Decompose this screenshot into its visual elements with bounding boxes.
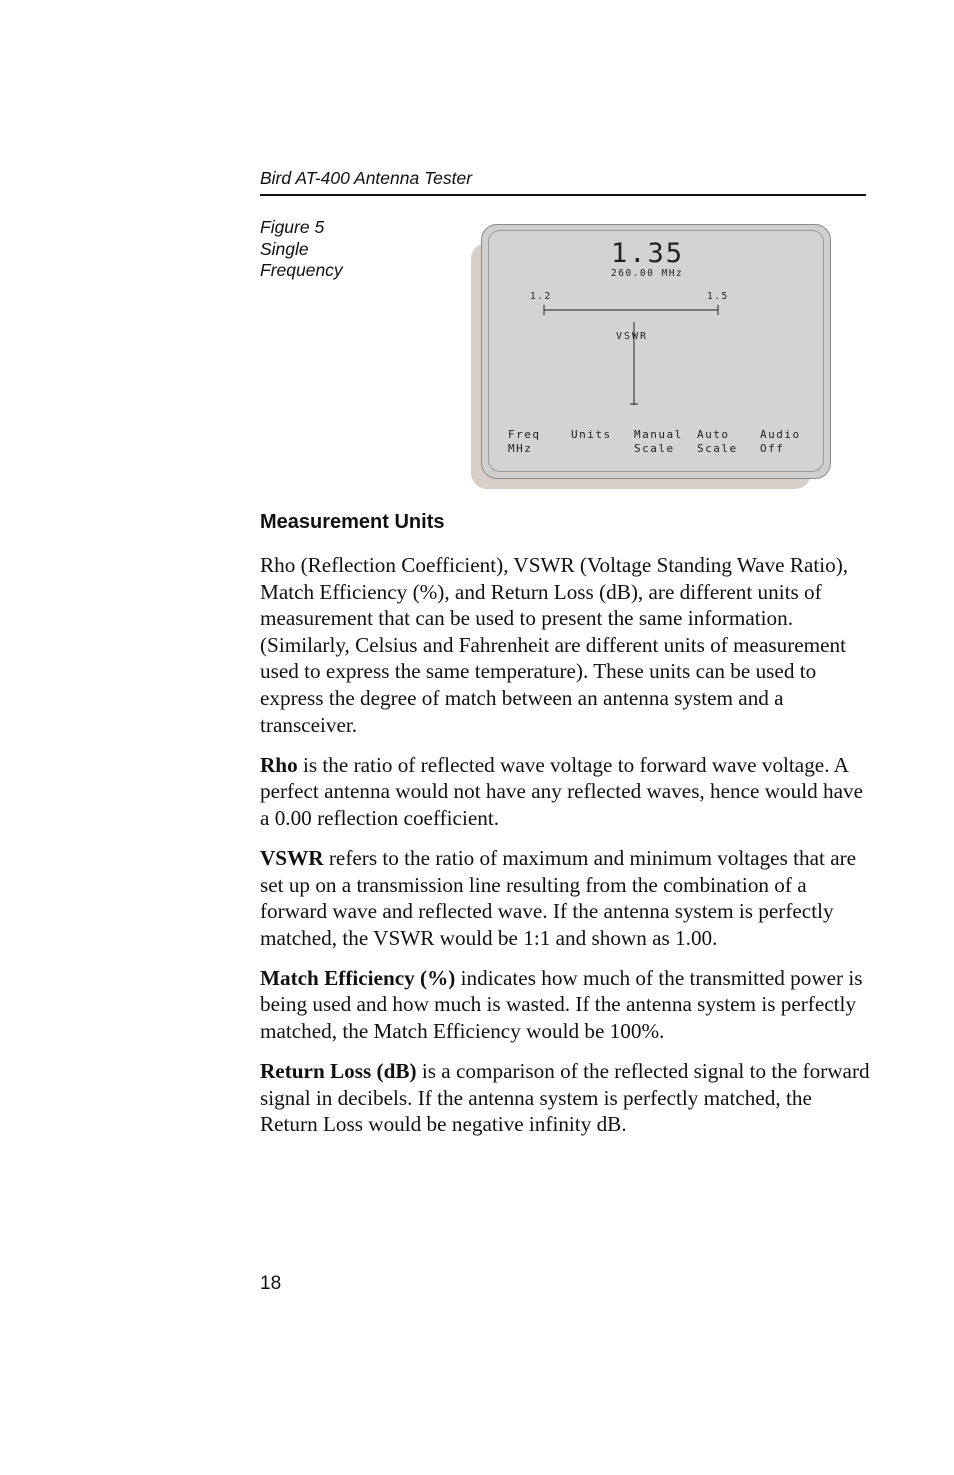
softkey-audio [760, 428, 801, 456]
header-rule [260, 194, 866, 196]
paragraph [260, 1058, 870, 1138]
paragraph [260, 752, 870, 832]
softkey-manual-scale [634, 428, 683, 456]
softkey-freq [508, 428, 541, 456]
term-rho: Rho [260, 752, 298, 777]
lcd-screen [490, 232, 820, 468]
paragraph-text: indicates how much of the transmitted power is being used and how much is wasted. If the antenna system is perfectly matched, the Match Efficiency would be 100%. [260, 965, 863, 1043]
term-match-efficiency: Match Efficiency (%) [260, 965, 456, 990]
softkey-line: Units [571, 428, 612, 441]
softkey-line: Scale [697, 442, 738, 455]
caption-line: Single [260, 238, 309, 259]
measurement-label: VSWR [616, 331, 649, 342]
scale-max-label: 1.5 [707, 291, 729, 302]
scale-min-label: 1.2 [530, 291, 552, 302]
caption-line: Frequency [260, 260, 343, 280]
paragraph-text: Rho (Reflection Coefficient), VSWR (Voltage Standing Wave Ratio), Match Efficiency (%), and Return Loss (dB), are different units of measurement that can be used to present the same information. (Similarly, Celsius and Fahrenheit are different units of measurement used to express the same temperature). These units can be used to express the degree of match between an antenna system and a transceiver. [260, 553, 849, 737]
softkey-line: Audio [760, 428, 801, 441]
paragraph-text: refers to the ratio of maximum and minimum voltages that are set up on a transmission line resulting from the combination of a forward wave and reflected wave. If the antenna system is perfectly matched, the VSWR would be 1:1 and shown as 1.00. [260, 845, 857, 950]
term-return-loss: Return Loss (dB) [260, 1059, 417, 1084]
softkey-line: Off [760, 442, 785, 455]
caption-line: Figure 5 [260, 217, 325, 237]
softkey-line: Scale [634, 442, 675, 455]
softkey-line: Manual [634, 428, 683, 441]
softkey-line: MHz [508, 442, 533, 455]
frequency-readout: 260.00 MHz [611, 268, 684, 279]
running-header: Bird AT-400 Antenna Tester [260, 168, 473, 188]
figure-caption [260, 217, 343, 282]
section-title: Measurement Units [260, 511, 445, 533]
paragraph-text: is a comparison of the reflected signal to the forward signal in decibels. If the antenna system is perfectly matched, the Return Loss would be negative infinity dB. [260, 1059, 870, 1137]
page-number: 18 [260, 1273, 282, 1294]
paragraph [260, 965, 870, 1045]
term-vswr: VSWR [260, 845, 324, 870]
softkey-line: Auto [697, 428, 730, 441]
paragraph [260, 552, 870, 738]
softkey-line: Freq [508, 428, 541, 441]
vswr-reading: 1.35 [611, 238, 685, 269]
softkey-auto-scale [697, 428, 738, 456]
softkey-units [571, 428, 612, 442]
body-text [260, 552, 870, 1151]
paragraph-text: is the ratio of reflected wave voltage to forward wave voltage. A perfect antenna would not have any reflected waves, hence would have a 0.00 reflection coefficient. [260, 752, 863, 830]
paragraph [260, 845, 870, 951]
